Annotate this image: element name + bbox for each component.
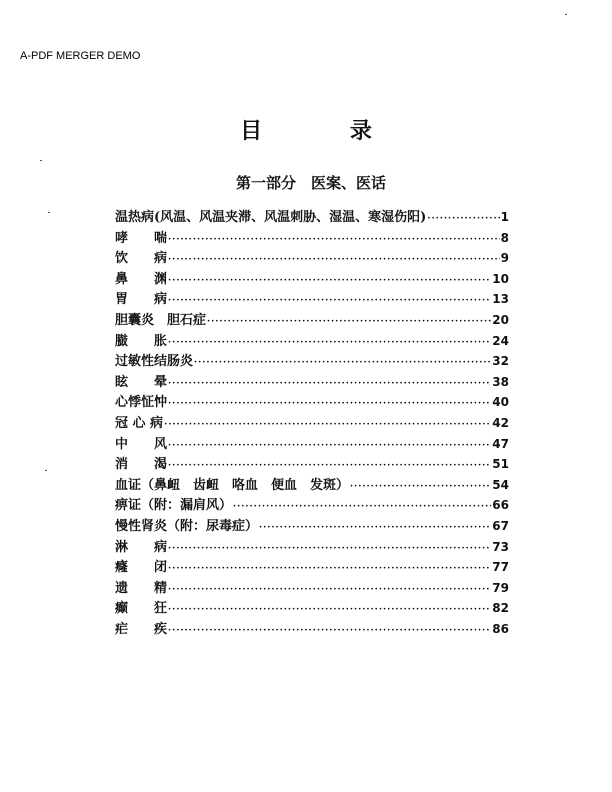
toc-entry-page: 47 (492, 436, 509, 451)
dot-leader (259, 523, 491, 533)
dot-leader (168, 276, 491, 286)
dot-leader (168, 296, 491, 306)
watermark: A-PDF MERGER DEMO (20, 50, 141, 62)
dot-leader (350, 482, 491, 492)
toc-entry-label: 胆囊炎 胆石症 (115, 312, 207, 328)
toc-entry-page: 51 (492, 457, 509, 472)
toc-entry-label: 鼻 渊 (115, 271, 168, 287)
toc-entry-page: 20 (492, 312, 509, 327)
toc-entry-page: 13 (492, 292, 509, 307)
dot-leader (168, 461, 491, 471)
dot-leader (168, 585, 491, 595)
toc-entry (115, 330, 509, 351)
toc-entry-label: 中 风 (115, 436, 168, 452)
toc-entry-label: 眩 晕 (115, 374, 168, 390)
toc-entry-page: 24 (492, 333, 509, 348)
toc-entry (115, 268, 509, 289)
dot-leader (168, 605, 491, 615)
toc-entry-label: 癫 狂 (115, 601, 168, 617)
section-heading: 第一部分 医案、医话 (235, 174, 386, 192)
toc-entry-page: 10 (492, 271, 509, 286)
dot-leader (168, 338, 491, 348)
scan-speck (48, 212, 50, 213)
toc-entry-label: 慢性肾炎（附：尿毒症） (115, 518, 259, 534)
dot-leader (164, 420, 491, 430)
toc-entry (115, 556, 509, 577)
toc-entry (115, 618, 509, 639)
toc-entry-page: 86 (492, 621, 509, 636)
dot-leader (233, 502, 491, 512)
toc-entry-label: 哮 喘 (115, 230, 168, 246)
table-of-contents (115, 206, 509, 638)
dot-leader (168, 399, 491, 409)
toc-entry (115, 288, 509, 309)
scan-speck (45, 470, 47, 471)
toc-entry-label: 疟 疾 (115, 621, 168, 637)
toc-entry (115, 597, 509, 618)
toc-entry-label: 心悸怔忡 (115, 395, 168, 411)
toc-entry-page: 54 (492, 477, 509, 492)
toc-entry (115, 350, 509, 371)
dot-leader (207, 317, 491, 327)
toc-entry (115, 453, 509, 474)
toc-entry-page: 1 (500, 210, 509, 224)
dot-leader (168, 626, 491, 636)
dot-leader (168, 564, 491, 574)
toc-entry-page: 73 (492, 539, 509, 554)
dot-leader (427, 214, 499, 224)
scan-speck (565, 14, 567, 15)
toc-entry (115, 536, 509, 557)
dot-leader (168, 235, 500, 245)
dot-leader (194, 358, 491, 368)
toc-entry-label: 淋 病 (115, 539, 168, 555)
toc-entry-page: 32 (492, 354, 509, 369)
toc-entry-page: 79 (492, 580, 509, 595)
toc-entry (115, 227, 509, 248)
toc-entry-label: 消 渴 (115, 457, 168, 473)
toc-entry (115, 206, 509, 227)
toc-entry-label: 癃 闭 (115, 560, 168, 576)
toc-entry-page: 77 (492, 560, 509, 575)
dot-leader (168, 441, 491, 451)
dot-leader (168, 379, 491, 389)
toc-entry-label: 胃 病 (115, 292, 168, 308)
toc-entry-label: 血证（鼻衄 齿衄 咯血 便血 发斑） (115, 477, 350, 493)
toc-entry-page: 67 (492, 518, 509, 533)
toc-entry (115, 391, 509, 412)
toc-entry-label: 温热病(风温、风温夹滞、风温刺胁、湿温、寒湿伤阳) (115, 210, 427, 225)
toc-entry (115, 515, 509, 536)
toc-entry-page: 38 (492, 374, 509, 389)
toc-entry-page: 66 (492, 498, 509, 513)
toc-entry (115, 309, 509, 330)
page-title: 目 录 (240, 118, 412, 144)
toc-entry (115, 494, 509, 515)
toc-entry (115, 412, 509, 433)
toc-entry-page: 40 (492, 395, 509, 410)
toc-entry-label: 臌 胀 (115, 333, 168, 349)
toc-entry-page: 42 (492, 415, 509, 430)
toc-entry-label: 痹证（附：漏肩风） (115, 498, 233, 514)
scan-speck (40, 160, 42, 161)
dot-leader (168, 255, 500, 265)
toc-entry (115, 247, 509, 268)
toc-entry-label: 过敏性结肠炎 (115, 354, 194, 370)
toc-entry-page: 8 (500, 230, 509, 245)
toc-entry (115, 371, 509, 392)
toc-entry-label: 遗 精 (115, 580, 168, 596)
toc-entry (115, 474, 509, 495)
toc-entry-label: 冠 心 病 (115, 415, 164, 431)
toc-entry-label: 饮 病 (115, 251, 168, 267)
toc-entry (115, 433, 509, 454)
dot-leader (168, 544, 491, 554)
toc-entry-page: 82 (492, 601, 509, 616)
toc-entry (115, 577, 509, 598)
toc-entry-page: 9 (500, 251, 509, 266)
